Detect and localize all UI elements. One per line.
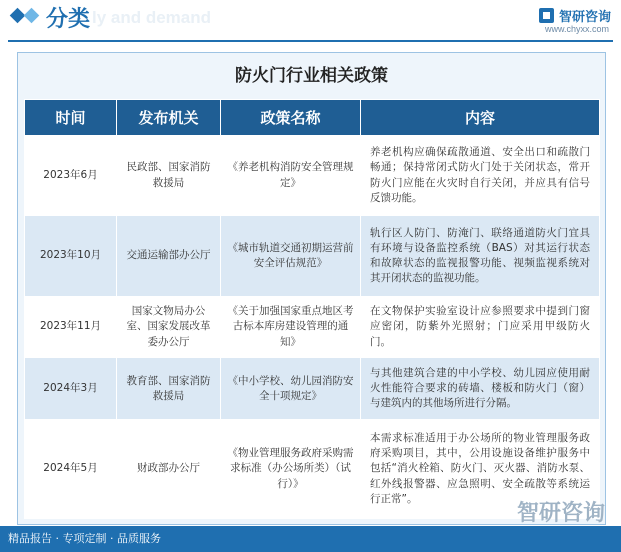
cell-policy: 《城市轨道交通初期运营前安全评估规范》 [221,216,361,296]
cell-content: 本需求标准适用于办公场所的物业管理服务政府采购项目，其中，公用设施设备维护服务中包括“消火栓箱、防火门、灭火器、消防水泵、红外线报警器、应急照明、安全疏散等系统运行正常”。 [361,420,600,519]
column-header-time: 时间 [25,100,117,136]
cell-content: 在文物保护实验室设计应参照要求中提到门窗应密闭，防紫外光照射；门应采用甲级防火门。 [361,296,600,358]
cell-time: 2024年5月 [25,420,117,519]
header-divider [8,40,613,42]
cell-content: 轨行区人防门、防淹门、联络通道防火门宜具有环境与设备监控系统（BAS）对其运行状态和故障状态的监视报警功能、视频监视系统对其开闭状态的监视功能。 [361,216,600,296]
table-row [25,296,600,358]
cell-policy: 《中小学校、幼儿园消防安全十项规定》 [221,358,361,420]
policy-table [24,99,600,519]
column-header-agency: 发布机关 [117,100,221,136]
cell-time: 2024年3月 [25,358,117,420]
brand-url: www.chyxx.com [544,24,609,34]
page-header [0,0,621,36]
cell-time: 2023年10月 [25,216,117,296]
cell-agency: 教育部、国家消防救援局 [117,358,221,420]
policy-card [17,52,606,525]
cell-time: 2023年11月 [25,296,117,358]
brand-name: 智研咨询 [558,10,611,25]
table-row [25,216,600,296]
diamond-icon [24,8,40,24]
cell-content: 养老机构应确保疏散通道、安全出口和疏散门畅通；保持常闭式防火门处于关闭状态，常开防火门应能在火灾时自行关闭，并应具有信号反馈功能。 [361,136,600,216]
table-title: 防火门行业相关政策 [235,66,388,86]
column-header-content: 内容 [361,100,600,136]
cell-policy: 《关于加强国家重点地区考古标本库房建设管理的通知》 [221,296,361,358]
footer-watermark: 智研咨询 [516,501,605,526]
cell-policy: 《物业管理服务政府采购需求标准（办公场所类）（试行）》 [221,420,361,519]
table-header-row [25,100,600,136]
cell-agency: 国家文物局办公室、国家发展改革委办公厅 [117,296,221,358]
logo-icon [539,8,554,23]
cell-agency: 民政部、国家消防救援局 [117,136,221,216]
table-row [25,420,600,519]
column-header-policy: 政策名称 [221,100,361,136]
brand-logo [539,5,611,25]
footer-bar: 精品报告 · 专项定制 · 品质服务 [0,526,621,552]
cell-time: 2023年6月 [25,136,117,216]
section-title: 分类 [46,7,91,32]
table-row [25,136,600,216]
cell-agency: 交通运输部办公厅 [117,216,221,296]
cell-agency: 财政部办公厅 [117,420,221,519]
cell-policy: 《养老机构消防安全管理规定》 [221,136,361,216]
background-watermark: ly and demand [92,8,212,27]
table-row [25,358,600,420]
cell-content: 与其他建筑合建的中小学校、幼儿园应使用耐火性能符合要求的砖墙、楼板和防火门（窗）与建筑内的其他场所进行分隔。 [361,358,600,420]
